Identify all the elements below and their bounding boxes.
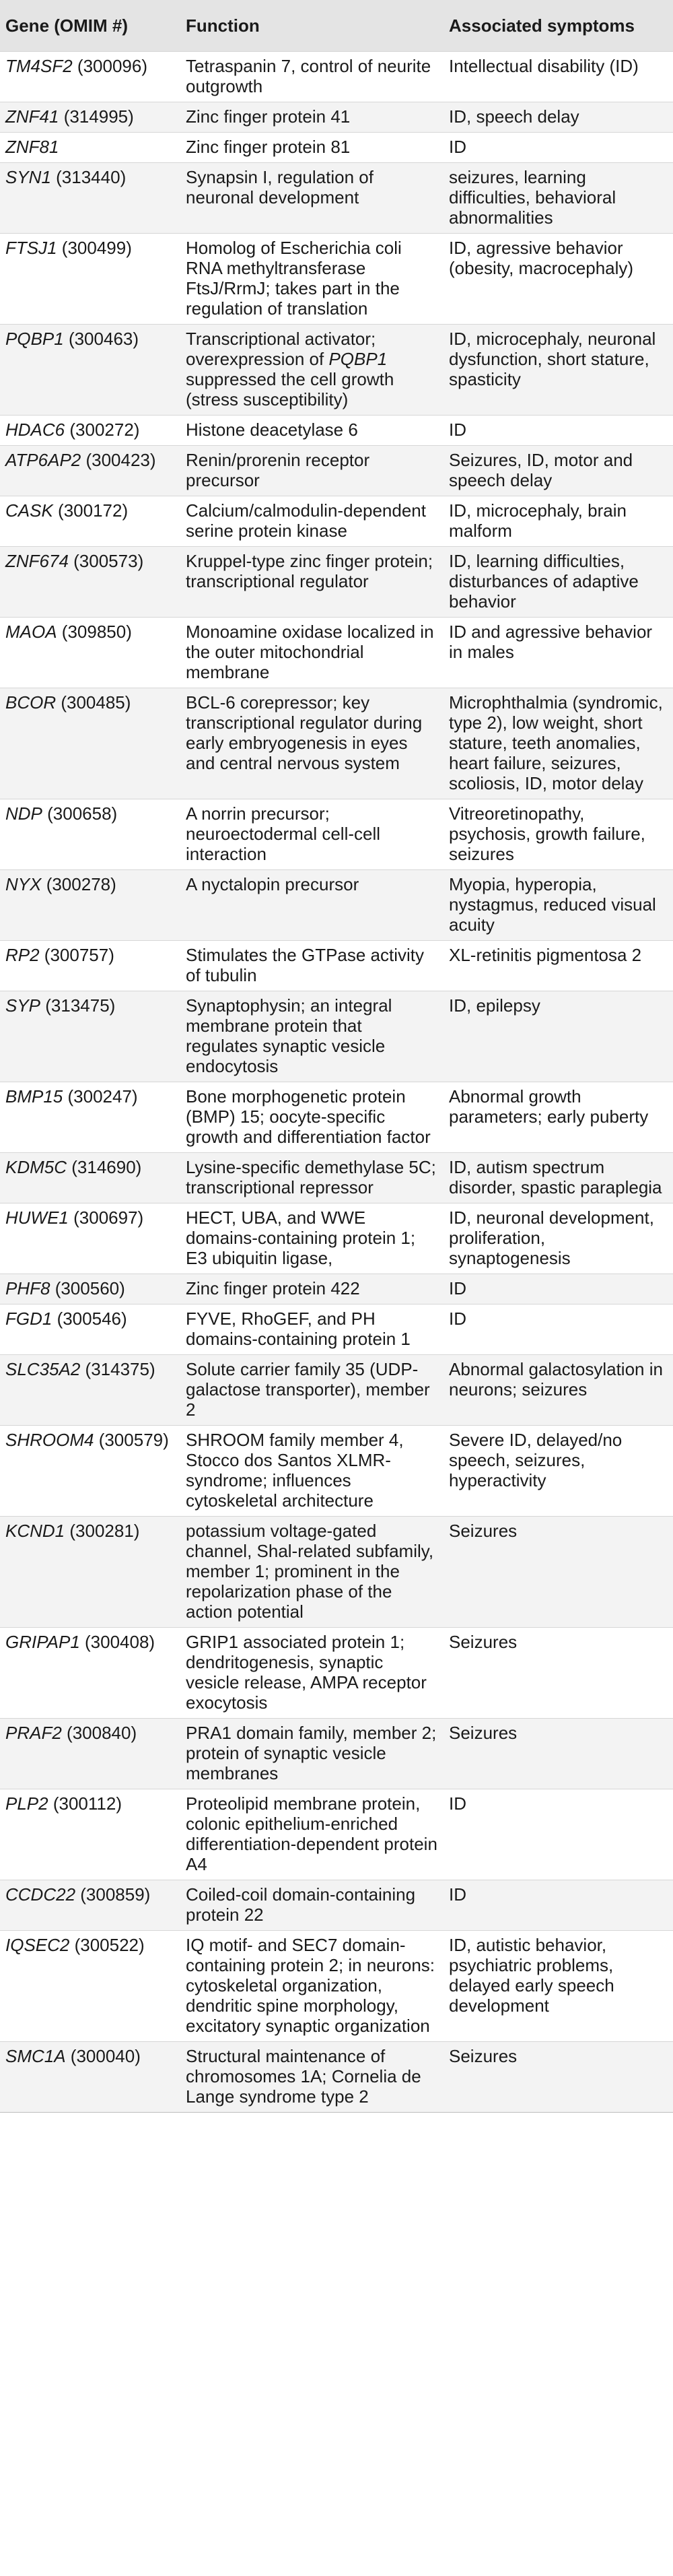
gene-cell [0, 1425, 180, 1516]
gene-name: IQSEC2 [5, 1934, 70, 1955]
symptoms-cell: ID [444, 1880, 673, 1930]
table-row [0, 799, 673, 869]
gene-name: FGD1 [5, 1308, 52, 1329]
gene-cell [0, 940, 180, 991]
symptoms-cell: Abnormal growth parameters; early puberty [444, 1082, 673, 1152]
gene-cell [0, 1354, 180, 1425]
function-cell: Calcium/calmodulin-dependent serine protein kinase [180, 496, 444, 546]
symptoms-cell: ID [444, 1789, 673, 1880]
gene-cell [0, 1627, 180, 1718]
gene-cell [0, 1082, 180, 1152]
function-text: suppressed the cell growth (stress susceptibility) [186, 368, 394, 409]
gene-cell [0, 1930, 180, 2041]
omim-number: (300859) [75, 1884, 151, 1905]
header-function: Function [186, 15, 260, 36]
table-row [0, 1082, 673, 1152]
gene-cell [0, 1718, 180, 1789]
gene-cell [0, 1789, 180, 1880]
function-cell: BCL-6 corepressor; key transcriptional regulator during early embryogenesis in eyes and central nervous system [180, 688, 444, 799]
symptoms-cell: Intellectual disability (ID) [444, 51, 673, 102]
function-cell: Coiled-coil domain-containing protein 22 [180, 1880, 444, 1930]
function-cell: Monoamine oxidase localized in the outer mitochondrial membrane [180, 617, 444, 688]
gene-cell [0, 233, 180, 324]
omim-number: (300247) [63, 1086, 138, 1107]
table-row [0, 445, 673, 496]
table-row [0, 940, 673, 991]
function-cell: Bone morphogenetic protein (BMP) 15; oocyte-specific growth and differentiation factor [180, 1082, 444, 1152]
symptoms-cell: ID, microcephaly, brain malform [444, 496, 673, 546]
symptoms-cell: Seizures, ID, motor and speech delay [444, 445, 673, 496]
symptoms-cell: Abnormal galactosylation in neurons; seizures [444, 1354, 673, 1425]
gene-name: CASK [5, 500, 53, 521]
omim-number: (300560) [50, 1278, 125, 1298]
table-row [0, 1930, 673, 2041]
table-row [0, 688, 673, 799]
table-row [0, 617, 673, 688]
omim-number: (300499) [57, 237, 132, 258]
symptoms-cell: ID, autism spectrum disorder, spastic paraplegia [444, 1152, 673, 1203]
table-row [0, 496, 673, 546]
omim-number: (300757) [39, 944, 114, 965]
omim-number: (300546) [52, 1308, 127, 1329]
function-cell: Solute carrier family 35 (UDP-galactose transporter), member 2 [180, 1354, 444, 1425]
header-gene: Gene (OMIM #) [5, 15, 129, 36]
table-row [0, 546, 673, 617]
gene-cell [0, 1152, 180, 1203]
gene-cell [0, 51, 180, 102]
omim-number: (314690) [67, 1156, 142, 1177]
function-cell: Proteolipid membrane protein, colonic epithelium-enriched differentiation-dependent protein A4 [180, 1789, 444, 1880]
gene-name: SHROOM4 [5, 1429, 94, 1450]
gene-name: ATP6AP2 [5, 449, 81, 470]
gene-cell [0, 162, 180, 233]
omim-number: (300522) [69, 1934, 145, 1955]
function-text: Transcriptional activator; overexpression of [186, 328, 376, 369]
gene-name: HDAC6 [5, 419, 65, 440]
omim-number: (313475) [40, 995, 116, 1016]
symptoms-cell: Seizures [444, 2041, 673, 2112]
table-row [0, 1304, 673, 1354]
symptoms-cell: ID, microcephaly, neuronal dysfunction, short stature, spasticity [444, 324, 673, 415]
symptoms-cell: ID, epilepsy [444, 991, 673, 1082]
omim-number: (309850) [57, 621, 132, 642]
function-cell: Synaptophysin; an integral membrane protein that regulates synaptic vesicle endocytosis [180, 991, 444, 1082]
gene-cell [0, 324, 180, 415]
omim-number: (300658) [42, 803, 118, 824]
omim-number: (300485) [56, 692, 131, 713]
symptoms-cell: Seizures [444, 1718, 673, 1789]
symptoms-cell: Vitreoretinopathy, psychosis, growth failure, seizures [444, 799, 673, 869]
table-row [0, 324, 673, 415]
gene-cell [0, 688, 180, 799]
omim-number: (300278) [41, 873, 116, 894]
function-cell: Stimulates the GTPase activity of tubulin [180, 940, 444, 991]
gene-name: FTSJ1 [5, 237, 57, 258]
table-row [0, 1718, 673, 1789]
omim-number: (300463) [63, 328, 139, 349]
gene-cell [0, 1516, 180, 1627]
gene-cell [0, 799, 180, 869]
gene-cell [0, 1880, 180, 1930]
gene-name: GRIPAP1 [5, 1631, 80, 1652]
gene-name: SYN1 [5, 166, 51, 187]
function-cell: FYVE, RhoGEF, and PH domains-containing protein 1 [180, 1304, 444, 1354]
gene-name: KDM5C [5, 1156, 67, 1177]
function-cell: SHROOM family member 4, Stocco dos Santos XLMR-syndrome; influences cytoskeletal architecture [180, 1425, 444, 1516]
table-row [0, 1354, 673, 1425]
function-cell: IQ motif- and SEC7 domain-containing protein 2; in neurons: cytoskeletal organization, dendritic spine morphology, excitatory synaptic organization [180, 1930, 444, 2041]
table-row [0, 51, 673, 102]
table-row [0, 233, 673, 324]
omim-number: (314375) [80, 1358, 155, 1379]
omim-number: (300573) [68, 550, 144, 571]
table-row [0, 869, 673, 940]
gene-name: PHF8 [5, 1278, 50, 1298]
gene-name: BMP15 [5, 1086, 63, 1107]
gene-cell [0, 2041, 180, 2112]
function-cell: potassium voltage-gated channel, Shal-related subfamily, member 1; prominent in the repolarization phase of the action potential [180, 1516, 444, 1627]
gene-cell [0, 1274, 180, 1304]
symptoms-cell: ID, speech delay [444, 102, 673, 132]
symptoms-cell: ID, neuronal development, proliferation, synaptogenesis [444, 1203, 673, 1274]
symptoms-cell: ID, learning difficulties, disturbances of adaptive behavior [444, 546, 673, 617]
gene-name: TM4SF2 [5, 55, 73, 76]
function-cell: PRA1 domain family, member 2; protein of synaptic vesicle membranes [180, 1718, 444, 1789]
gene-cell [0, 132, 180, 162]
gene-name: CCDC22 [5, 1884, 76, 1905]
gene-name: PRAF2 [5, 1722, 62, 1743]
gene-cell [0, 869, 180, 940]
table-row [0, 1425, 673, 1516]
gene-name: SLC35A2 [5, 1358, 81, 1379]
symptoms-cell: ID [444, 1304, 673, 1354]
gene-name: BCOR [5, 692, 57, 713]
table-row [0, 1789, 673, 1880]
omim-number: (314995) [59, 106, 134, 127]
symptoms-cell: Myopia, hyperopia, nystagmus, reduced visual acuity [444, 869, 673, 940]
omim-number: (300423) [81, 449, 156, 470]
omim-number: (300096) [72, 55, 147, 76]
gene-name: ZNF41 [5, 106, 59, 127]
gene-cell [0, 102, 180, 132]
function-cell: Tetraspanin 7, control of neurite outgrowth [180, 51, 444, 102]
function-cell: Zinc finger protein 422 [180, 1274, 444, 1304]
omim-number: (300040) [65, 2045, 141, 2066]
symptoms-cell: ID and agressive behavior in males [444, 617, 673, 688]
gene-name: RP2 [5, 944, 40, 965]
gene-name: SMC1A [5, 2045, 66, 2066]
gene-name: NDP [5, 803, 42, 824]
omim-number: (300272) [65, 419, 140, 440]
function-cell: Lysine-specific demethylase 5C; transcriptional repressor [180, 1152, 444, 1203]
omim-number: (300172) [52, 500, 129, 521]
omim-number: (300840) [61, 1722, 137, 1743]
omim-number: (300281) [65, 1520, 140, 1541]
table-row [0, 415, 673, 445]
table-row [0, 1880, 673, 1930]
symptoms-cell: ID [444, 415, 673, 445]
function-cell: Homolog of Escherichia coli RNA methyltransferase FtsJ/RrmJ; takes part in the regulation of translation [180, 233, 444, 324]
table-row [0, 1274, 673, 1304]
symptoms-cell: XL-retinitis pigmentosa 2 [444, 940, 673, 991]
function-cell [180, 324, 444, 415]
function-cell: Kruppel-type zinc finger protein; transcriptional regulator [180, 546, 444, 617]
gene-name: ZNF81 [5, 136, 59, 157]
table-row [0, 991, 673, 1082]
gene-name: PLP2 [5, 1793, 48, 1814]
omim-number: (300112) [48, 1793, 122, 1814]
symptoms-cell: ID, autistic behavior, psychiatric problems, delayed early speech development [444, 1930, 673, 2041]
symptoms-cell: Severe ID, delayed/no speech, seizures, hyperactivity [444, 1425, 673, 1516]
symptoms-cell: ID, agressive behavior (obesity, macrocephaly) [444, 233, 673, 324]
function-cell: A nyctalopin precursor [180, 869, 444, 940]
symptoms-cell: Microphthalmia (syndromic, type 2), low weight, short stature, teeth anomalies, heart failure, seizures, scoliosis, ID, motor delay [444, 688, 673, 799]
gene-cell [0, 1304, 180, 1354]
omim-number: (313440) [50, 166, 127, 187]
table-row [0, 1627, 673, 1718]
table-row [0, 2041, 673, 2112]
table-row [0, 1516, 673, 1627]
table-body [0, 51, 673, 2112]
header-row [0, 0, 673, 51]
gene-cell [0, 1203, 180, 1274]
gene-cell [0, 496, 180, 546]
gene-cell [0, 617, 180, 688]
gene-name: MAOA [5, 621, 57, 642]
table-row [0, 132, 673, 162]
table-row [0, 102, 673, 132]
omim-number: (300697) [68, 1207, 144, 1228]
function-cell: Zinc finger protein 81 [180, 132, 444, 162]
function-cell: Synapsin I, regulation of neuronal development [180, 162, 444, 233]
header-symptoms: Associated symptoms [449, 15, 635, 36]
symptoms-cell: Seizures [444, 1627, 673, 1718]
table-row [0, 1203, 673, 1274]
function-cell: A norrin precursor; neuroectodermal cell-cell interaction [180, 799, 444, 869]
function-gene-name: PQBP1 [328, 348, 388, 369]
function-cell: Zinc finger protein 41 [180, 102, 444, 132]
gene-cell [0, 445, 180, 496]
symptoms-cell: seizures, learning difficulties, behavioral abnormalities [444, 162, 673, 233]
gene-name: ZNF674 [5, 550, 69, 571]
gene-name: NYX [5, 873, 42, 894]
symptoms-cell: ID [444, 1274, 673, 1304]
table-row [0, 162, 673, 233]
function-cell: Histone deacetylase 6 [180, 415, 444, 445]
gene-name: HUWE1 [5, 1207, 69, 1228]
symptoms-cell: ID [444, 132, 673, 162]
omim-number: (300408) [79, 1631, 155, 1652]
symptoms-cell: Seizures [444, 1516, 673, 1627]
gene-cell [0, 546, 180, 617]
gene-name: KCND1 [5, 1520, 65, 1541]
function-cell: GRIP1 associated protein 1; dendritogenesis, synaptic vesicle release, AMPA receptor exocytosis [180, 1627, 444, 1718]
table-header [0, 0, 673, 51]
function-cell: HECT, UBA, and WWE domains-containing protein 1; E3 ubiquitin ligase, [180, 1203, 444, 1274]
omim-number: (300579) [94, 1429, 169, 1450]
function-cell: Structural maintenance of chromosomes 1A; Cornelia de Lange syndrome type 2 [180, 2041, 444, 2112]
gene-cell [0, 415, 180, 445]
table-row [0, 1152, 673, 1203]
gene-cell [0, 991, 180, 1082]
gene-name: PQBP1 [5, 328, 64, 349]
function-cell: Renin/prorenin receptor precursor [180, 445, 444, 496]
gene-name: SYP [5, 995, 41, 1016]
